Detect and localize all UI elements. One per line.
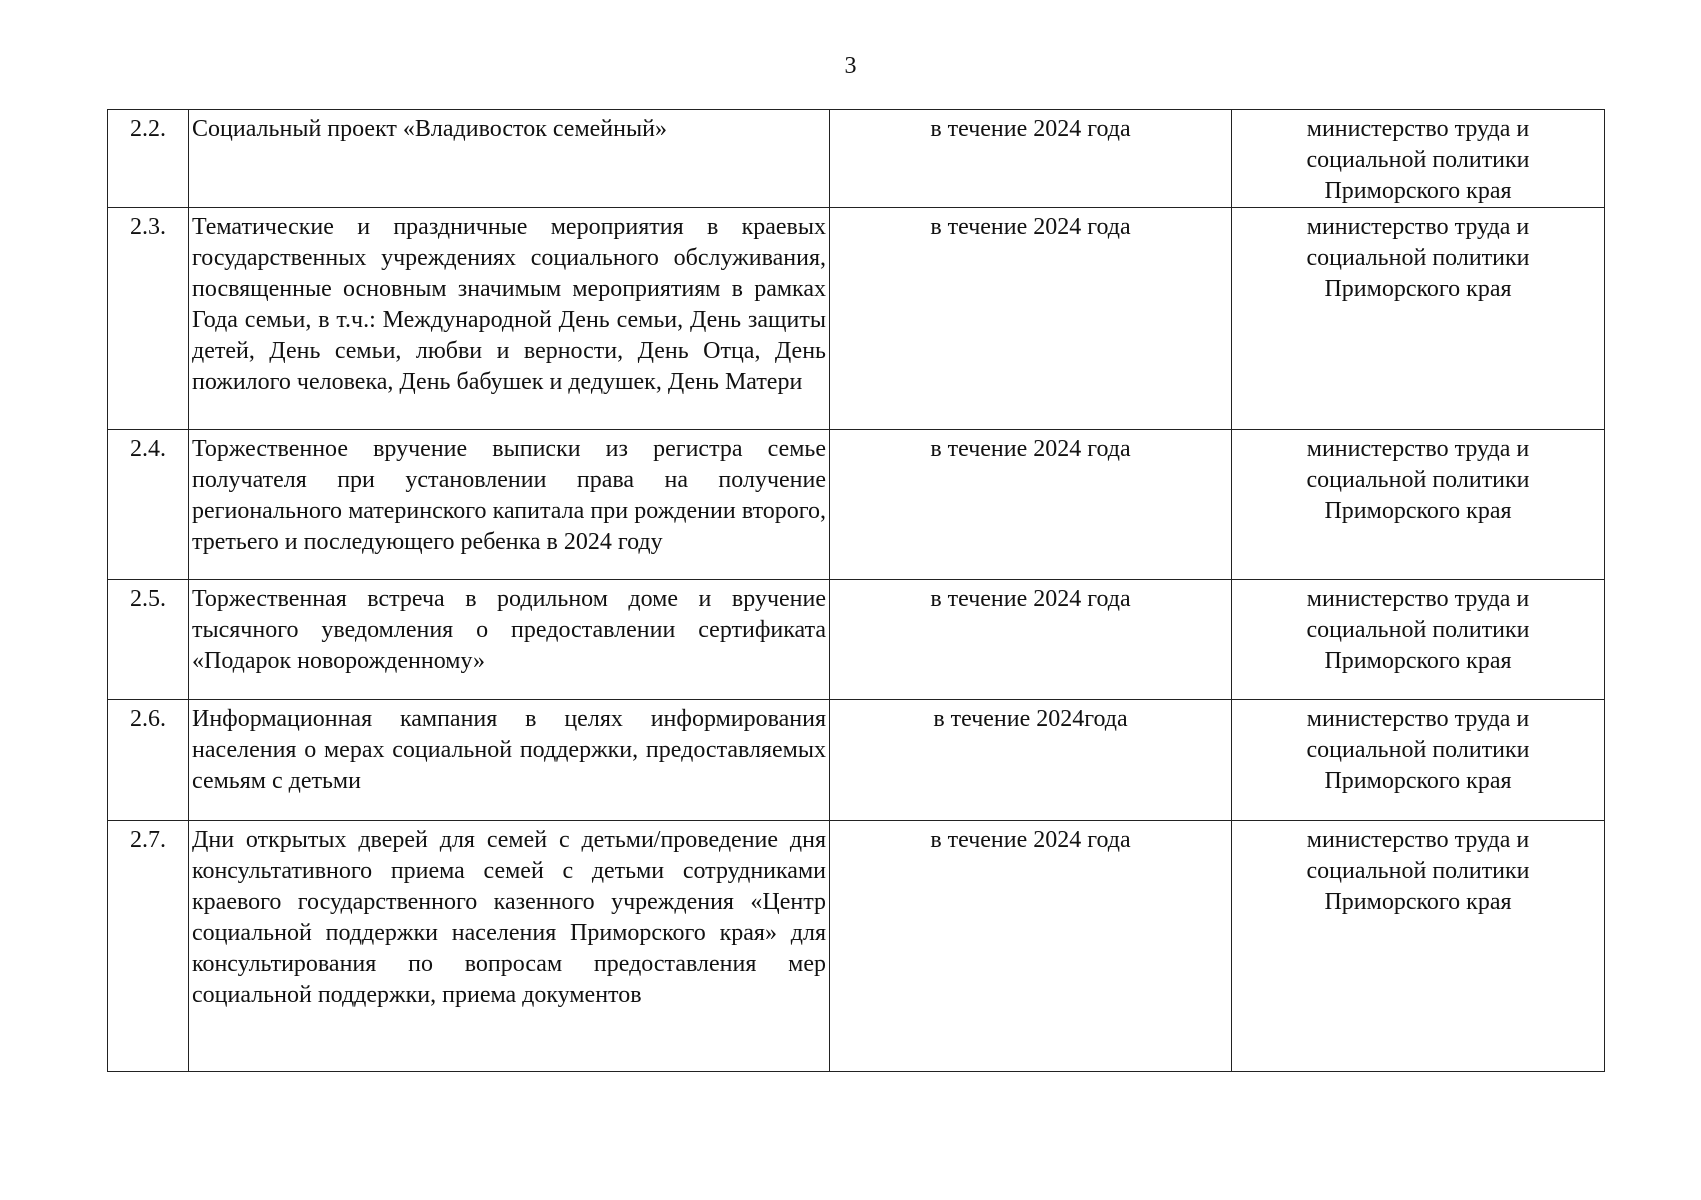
event-term: в течение 2024 года (830, 110, 1232, 208)
table-row (108, 208, 1605, 430)
event-term: в течение 2024 года (830, 580, 1232, 700)
event-description: Информационная кампания в целях информирования населения о мерах социальной поддержки, предоставляемых семьям с детьми (189, 700, 830, 821)
responsible-line: Приморского края (1324, 498, 1512, 524)
event-term: в течение 2024 года (830, 208, 1232, 430)
event-description: Дни открытых дверей для семей с детьми/проведение дня консультативного приема семей с детьми сотрудниками краевого государственного казенного учреждения «Центр социальной поддержки населения Приморского края» для консультирования по вопросам предоставления мер социальной поддержки, приема документов (189, 821, 830, 1072)
responsible-body (1232, 208, 1605, 430)
row-number: 2.5. (108, 580, 189, 700)
responsible-line: министерство труда и (1306, 706, 1530, 732)
table-row (108, 430, 1605, 580)
event-term: в течение 2024 года (830, 430, 1232, 580)
responsible-line: министерство труда и (1306, 116, 1530, 142)
responsible-body (1232, 700, 1605, 821)
event-term: в течение 2024года (830, 700, 1232, 821)
event-description: Социальный проект «Владивосток семейный» (189, 110, 830, 208)
row-number: 2.7. (108, 821, 189, 1072)
event-term: в течение 2024 года (830, 821, 1232, 1072)
event-description: Тематические и праздничные мероприятия в краевых государственных учреждениях социального обслуживания, посвященные основным значимым мероприятиям в рамках Года семьи, в т.ч.: Международной День семьи, День защиты детей, День семьи, любви и верности, День Отца, День пожилого человека, День бабушек и дедушек, День Матери (189, 208, 830, 430)
page-number: 3 (844, 53, 857, 79)
responsible-line: социальной политики (1306, 737, 1530, 763)
responsible-body (1232, 110, 1605, 208)
responsible-line: Приморского края (1324, 178, 1512, 204)
responsible-line: социальной политики (1306, 147, 1530, 173)
table-row (108, 580, 1605, 700)
row-number: 2.3. (108, 208, 189, 430)
event-description: Торжественное вручение выписки из регистра семье получателя при установлении права на получение регионального материнского капитала при рождении второго, третьего и последующего ребенка в 2024 году (189, 430, 830, 580)
row-number: 2.2. (108, 110, 189, 208)
responsible-line: министерство труда и (1306, 214, 1530, 240)
responsible-line: Приморского края (1324, 768, 1512, 794)
responsible-line: социальной политики (1306, 245, 1530, 271)
row-number: 2.6. (108, 700, 189, 821)
row-number: 2.4. (108, 430, 189, 580)
responsible-line: социальной политики (1306, 467, 1530, 493)
events-plan-table (107, 109, 1605, 1072)
table-row (108, 821, 1605, 1072)
event-description: Торжественная встреча в родильном доме и вручение тысячного уведомления о предоставлении сертификата «Подарок новорожденному» (189, 580, 830, 700)
responsible-line: Приморского края (1324, 648, 1512, 674)
table-row (108, 110, 1605, 208)
responsible-line: министерство труда и (1306, 827, 1530, 853)
responsible-body (1232, 821, 1605, 1072)
responsible-line: социальной политики (1306, 858, 1530, 884)
table-row (108, 700, 1605, 821)
responsible-body (1232, 430, 1605, 580)
responsible-line: Приморского края (1324, 889, 1512, 915)
responsible-body (1232, 580, 1605, 700)
responsible-line: министерство труда и (1306, 586, 1530, 612)
responsible-line: социальной политики (1306, 617, 1530, 643)
responsible-line: Приморского края (1324, 276, 1512, 302)
responsible-line: министерство труда и (1306, 436, 1530, 462)
